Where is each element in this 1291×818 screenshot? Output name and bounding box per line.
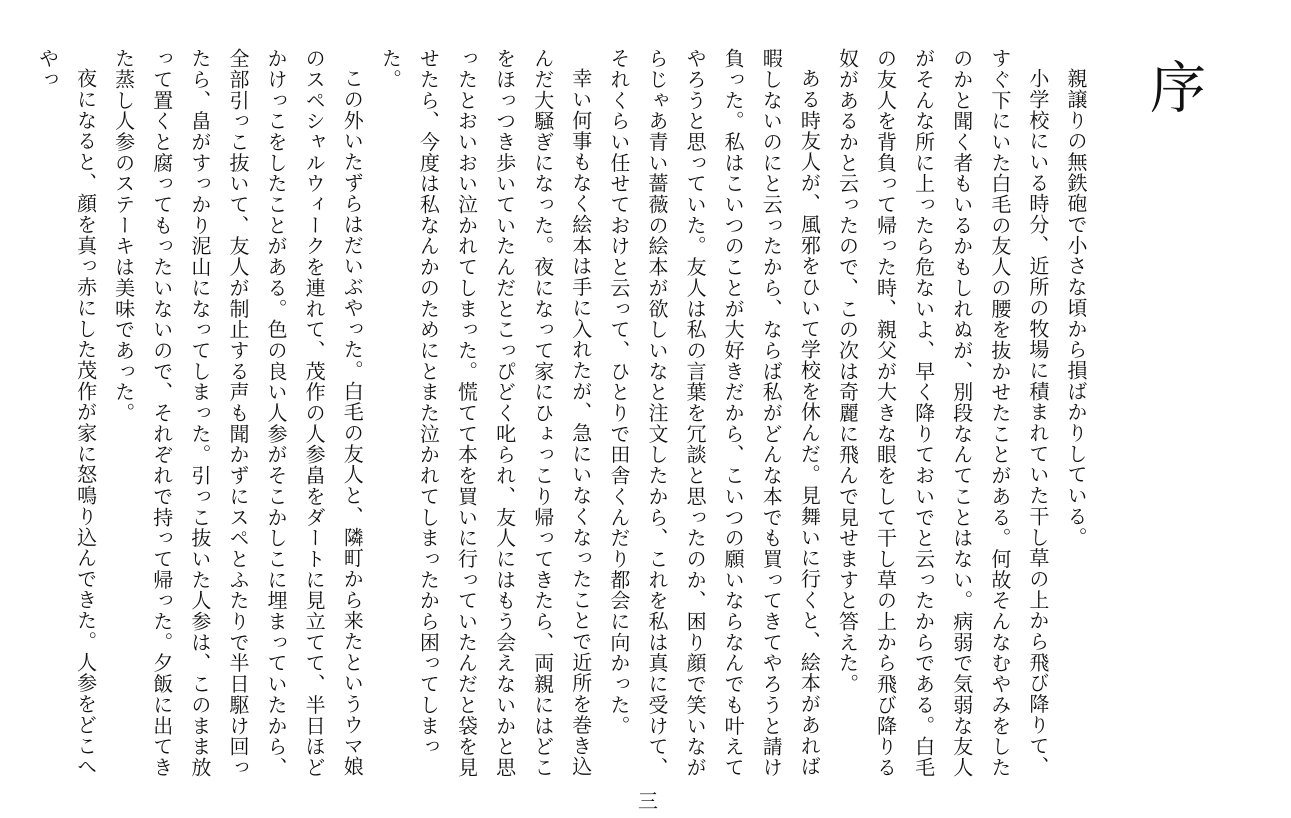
paragraph: 小学校にいる時分、近所の牧場に積まれていた干し草の上から飛び降りて、すぐ下にいた白毛の友人の腰を抜かせたことがある。何故そんなむやみをしたのかと聞く者もいるかもしれぬが、別段なんてことはない。病弱で気弱な友人がそんな所に上ったら危ないよ、早く降りておいでと云ったからである。白毛の友人を背負って帰った時、親父が大きな眼をして干し草の上から飛び降りる奴があるかと云ったので、この次は奇麗に飛んで見せますと答えた。 — [835, 48, 1050, 778]
paragraph: ある時友人が、風邪をひいて学校を休んだ。見舞いに行くと、絵本があれば暇しないのにと云ったから、ならば私がどんな本でも買ってきてやろうと請け負った。私はこいつのことが大好きだから、こいつの願いならなんでも叶えてやろうと思っていた。友人は私の言葉を冗談と思ったのか、困り顔で笑いながらじゃあ青い薔薇の絵本が欲しいなと注文したから、これを私は真に受けて、それくらい任せておけと云って、ひとりで田舎くんだり都会に向かった。 — [606, 48, 822, 778]
chapter-title: 序 — [1141, 58, 1206, 114]
body-text — [28, 48, 1095, 788]
page-number: 三 — [638, 789, 658, 813]
paragraph: 幸い何事もなく絵本は手に入れたが、急にいなくなったことで近所を巻き込んだ大騒ぎになった。夜になって家にひょっこり帰ってきたら、両親にはどこをほっつき歩いていたんだとこっぴどく叱られ、友人にはもう会えないかと思ったとおいおい泣かれてしまった。慌てて本を買いに行っていたんだと袋を見せたら、今度は私なんかのためにとまた泣かれてしまったから困ってしまった。 — [378, 48, 593, 778]
paragraph: 夜になると、顔を真っ赤にした茂作が家に怒鳴り込んできた。人参をどこへやっ — [35, 48, 98, 777]
paragraph: 親譲りの無鉄砲で小さな頃から損ばかりしている。 — [1064, 68, 1088, 548]
paragraph: この外いたずらはだいぶやった。白毛の友人と、隣町から来たというウマ娘のスペシャルウィークを連れて、茂作の人参畠をダートに見立てて、半日ほどかけっこをしたことがある。色の良い人参がそこかしこに埋まっていたから、全部引っこ抜いて、友人が制止する声も聞かずにスペとふたりで半日駆け回ったら、畠がすっかり泥山になってしまった。引っこ抜いた人参は、このまま放って置くと腐ってもったいないので、それぞれで持って帰った。夕飯に出てきた蒸し人参のステーキは美味であった。 — [111, 48, 365, 778]
